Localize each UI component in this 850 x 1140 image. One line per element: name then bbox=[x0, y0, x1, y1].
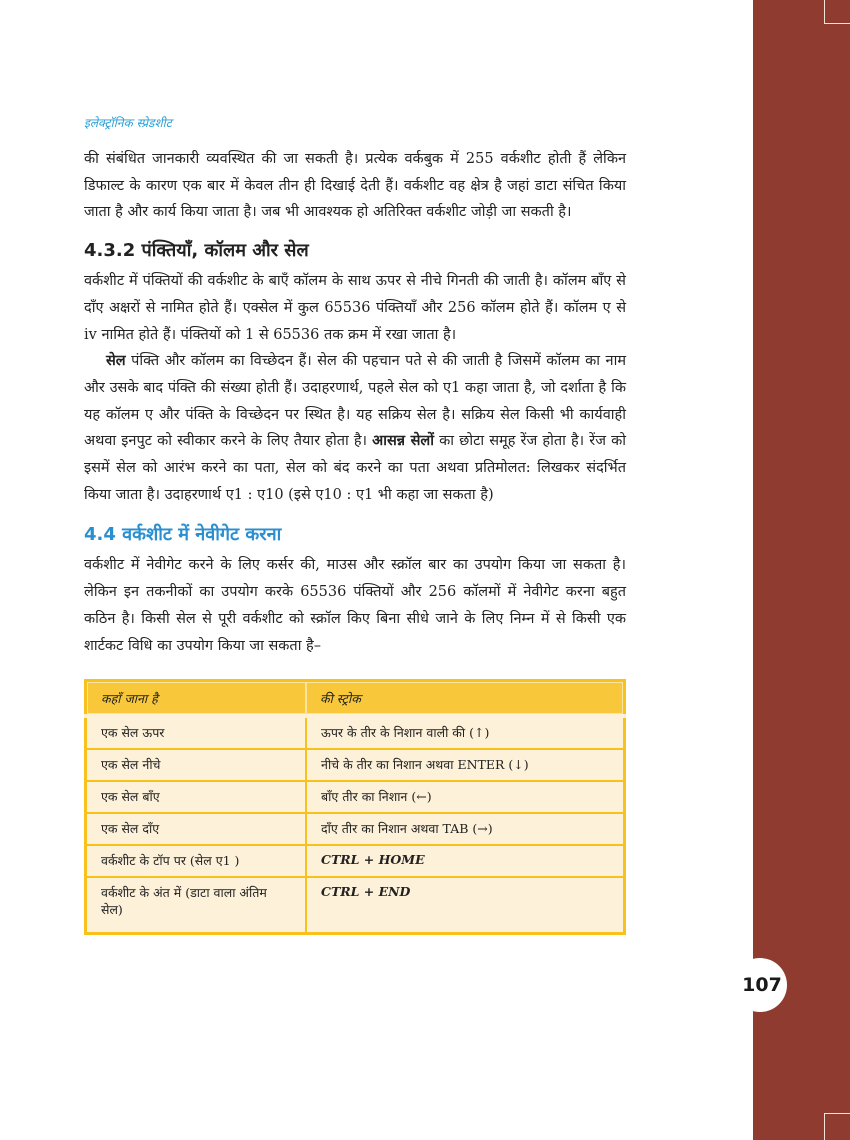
section-heading-4-4: 4.4 वर्कशीट में नेवीगेट करना bbox=[84, 524, 282, 546]
cell-where: एक सेल बाँए bbox=[86, 781, 307, 813]
bold-term: सेल bbox=[106, 352, 126, 370]
navigation-shortcuts-table bbox=[84, 679, 626, 935]
cell-keystroke: बाँए तीर का निशान (←) bbox=[306, 781, 625, 813]
table-row bbox=[86, 813, 625, 845]
cell-where: वर्कशीट के टॉप पर (सेल ए1 ) bbox=[86, 845, 307, 877]
table-row bbox=[86, 781, 625, 813]
paragraph bbox=[84, 348, 626, 508]
cell-where: एक सेल दाँए bbox=[86, 813, 307, 845]
cell-where: एक सेल ऊपर bbox=[86, 716, 307, 749]
running-head: इलेक्ट्रॉनिक स्प्रेडशीट bbox=[84, 116, 172, 130]
table-row bbox=[86, 716, 625, 749]
cell-keystroke: ऊपर के तीर के निशान वाली की (↑) bbox=[306, 716, 625, 749]
paragraph: की संबंधित जानकारी व्यवस्थित की जा सकती है। प्रत्येक वर्कबुक में 255 वर्कशीट होती हैं लेकिन डिफाल्ट के कारण एक बार में केवल तीन ही दिखाई देती हैं। वर्कशीट वह क्षेत्र है जहां डाटा संचित किया जाता है और कार्य किया जाता है। जब भी आवश्यक हो अतिरिक्त वर्कशीट जोड़ी जा सकती है। bbox=[84, 151, 626, 221]
crop-mark-top bbox=[824, 0, 850, 24]
bold-term: आसन्न सेलों bbox=[372, 432, 435, 450]
crop-mark-bottom bbox=[824, 1113, 850, 1140]
cell-where: एक सेल नीचे bbox=[86, 749, 307, 781]
cell-keystroke: नीचे के तीर का निशान अथवा ENTER (↓) bbox=[306, 749, 625, 781]
page-number: 107 bbox=[733, 958, 787, 1012]
page-content bbox=[84, 146, 626, 935]
paragraph: वर्कशीट में नेवीगेट करने के लिए कर्सर की, माउस और स्क्रॉल बार का उपयोग किया जा सकता है। लेकिन इन तकनीकों का उपयोग करके 65536 पंक्तियों और 256 कॉलमों में नेवीगेट करना बहुत कठिन है। किसी सेल से पूरी वर्कशीट को स्क्रॉल किए बिना सीधे जाने के लिए निम्न में से किसी एक शार्टकट विधि का उपयोग किया जा सकता है– bbox=[84, 557, 626, 654]
cell-keystroke: CTRL + END bbox=[306, 877, 625, 934]
table-row bbox=[86, 845, 625, 877]
table-header-row bbox=[86, 681, 625, 717]
column-header-where: कहाँ जाना है bbox=[86, 681, 307, 717]
cell-keystroke: दाँए तीर का निशान अथवा TAB (→) bbox=[306, 813, 625, 845]
paragraph-text: पंक्ति और कॉलम का विच्छेदन हैं। सेल की पहचान पते से की जाती है जिसमें कॉलम का नाम और उसके बाद पंक्ति की संख्या होती हैं। उदाहरणार्थ, पहले सेल को ए1 कहा जाता है, जो दर्शाता है कि यह कॉलम ए और पंक्ति के विच्छेदन पर स्थित है। यह सक्रिय सेल है। सक्रिय सेल किसी भी कार्यवाही अथवा इनपुट को स्वीकार करने के लिए तैयार होता है। bbox=[84, 353, 626, 450]
paragraph-text: का छोटा समूह रेंज होता है। रेंज को इसमें सेल को आरंभ करने का पता, सेल को बंद करने का पता अथवा प्रतिमोलत: लिखकर संदर्भित किया जाता है। उदाहरणार्थ ए1 : ए10 (इसे ए10 : ए1 भी कहा जा सकता है) bbox=[84, 433, 626, 503]
cell-keystroke: CTRL + HOME bbox=[306, 845, 625, 877]
section-heading-4-3-2: 4.3.2 पंक्तियाँ, कॉलम और सेल bbox=[84, 240, 309, 262]
paragraph: वर्कशीट में पंक्तियों की वर्कशीट के बाएँ कॉलम के साथ ऊपर से नीचे गिनती की जाती है। कॉलम बाँए से दाँए अक्षरों से नामित होते हैं। एक्सेल में कुल 65536 पंक्तियाँ और 256 कॉलम होते हैं। कॉलम ए से iv नामित होते हैं। पंक्तियों को 1 से 65536 तक क्रम में रखा जाता है। bbox=[84, 273, 626, 343]
column-header-keystroke: की स्ट्रोक bbox=[306, 681, 625, 717]
table-row bbox=[86, 877, 625, 934]
table-row bbox=[86, 749, 625, 781]
cell-where: वर्कशीट के अंत में (डाटा वाला अंतिम सेल) bbox=[86, 877, 307, 934]
